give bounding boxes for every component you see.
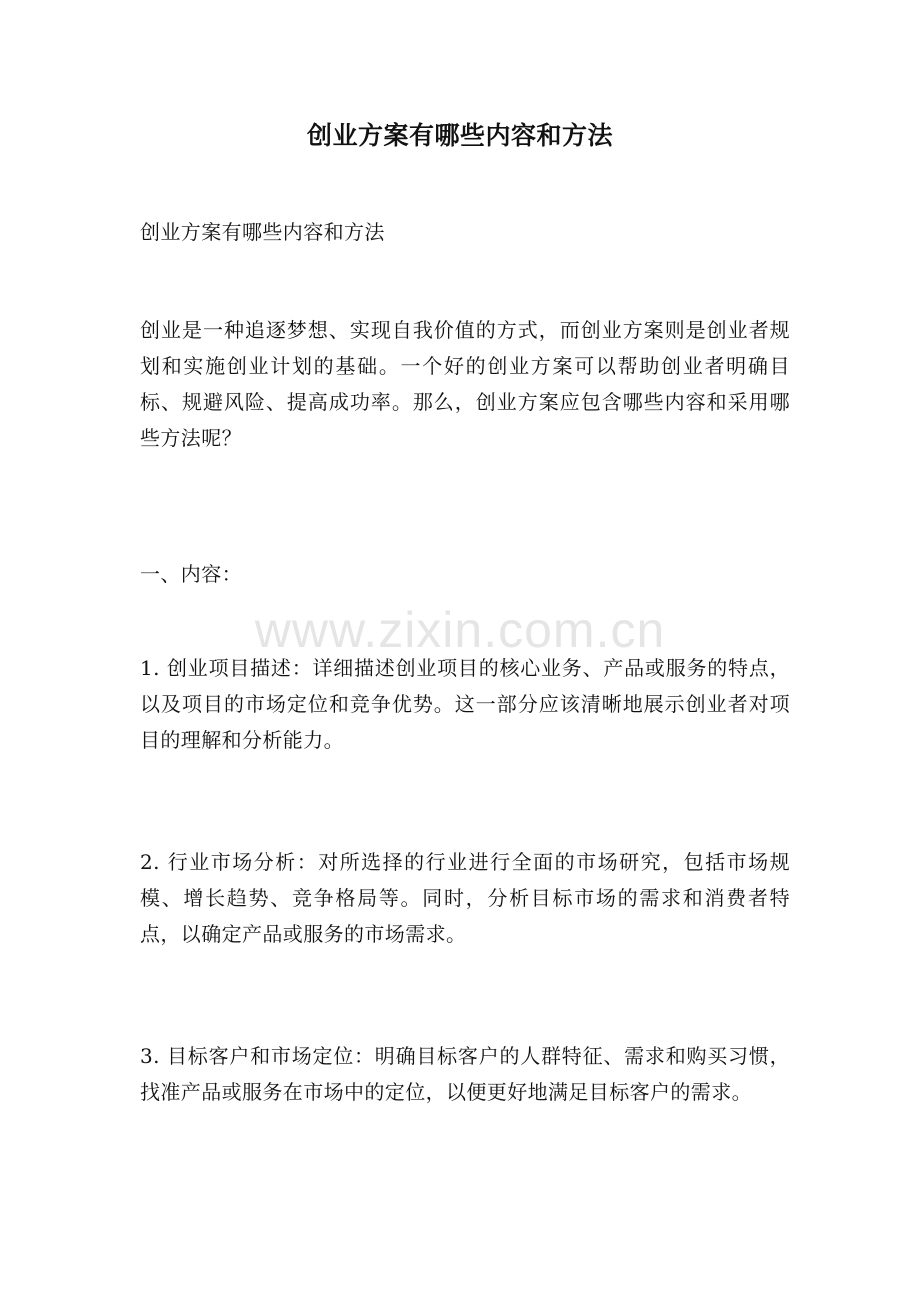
document-title: 创业方案有哪些内容和方法	[306, 121, 613, 150]
content-item-1: 1. 创业项目描述：详细描述创业项目的核心业务、产品或服务的特点，以及项目的市场定位和竞争优势。这一部分应该清晰地展示创业者对项目的理解和分析能力。	[140, 656, 790, 752]
intro-paragraph: 创业是一种追逐梦想、实现自我价值的方式，而创业方案则是创业者规划和实施创业计划的基础。一个好的创业方案可以帮助创业者明确目标、规避风险、提高成功率。那么，创业方案应包含哪些内容和采用哪些方法呢？	[140, 318, 790, 450]
section-heading: 一、内容：	[140, 562, 242, 586]
content-item-3: 3. 目标客户和市场定位：明确目标客户的人群特征、需求和购买习惯，找准产品或服务在市场中的定位，以便更好地满足目标客户的需求。	[140, 1044, 790, 1104]
watermark: www.zixin.com.cn	[254, 602, 666, 658]
content-item-2: 2. 行业市场分析：对所选择的行业进行全面的市场研究，包括市场规模、增长趋势、竞争格局等。同时，分析目标市场的需求和消费者特点，以确定产品或服务的市场需求。	[140, 850, 790, 946]
document-subtitle: 创业方案有哪些内容和方法	[140, 220, 385, 244]
